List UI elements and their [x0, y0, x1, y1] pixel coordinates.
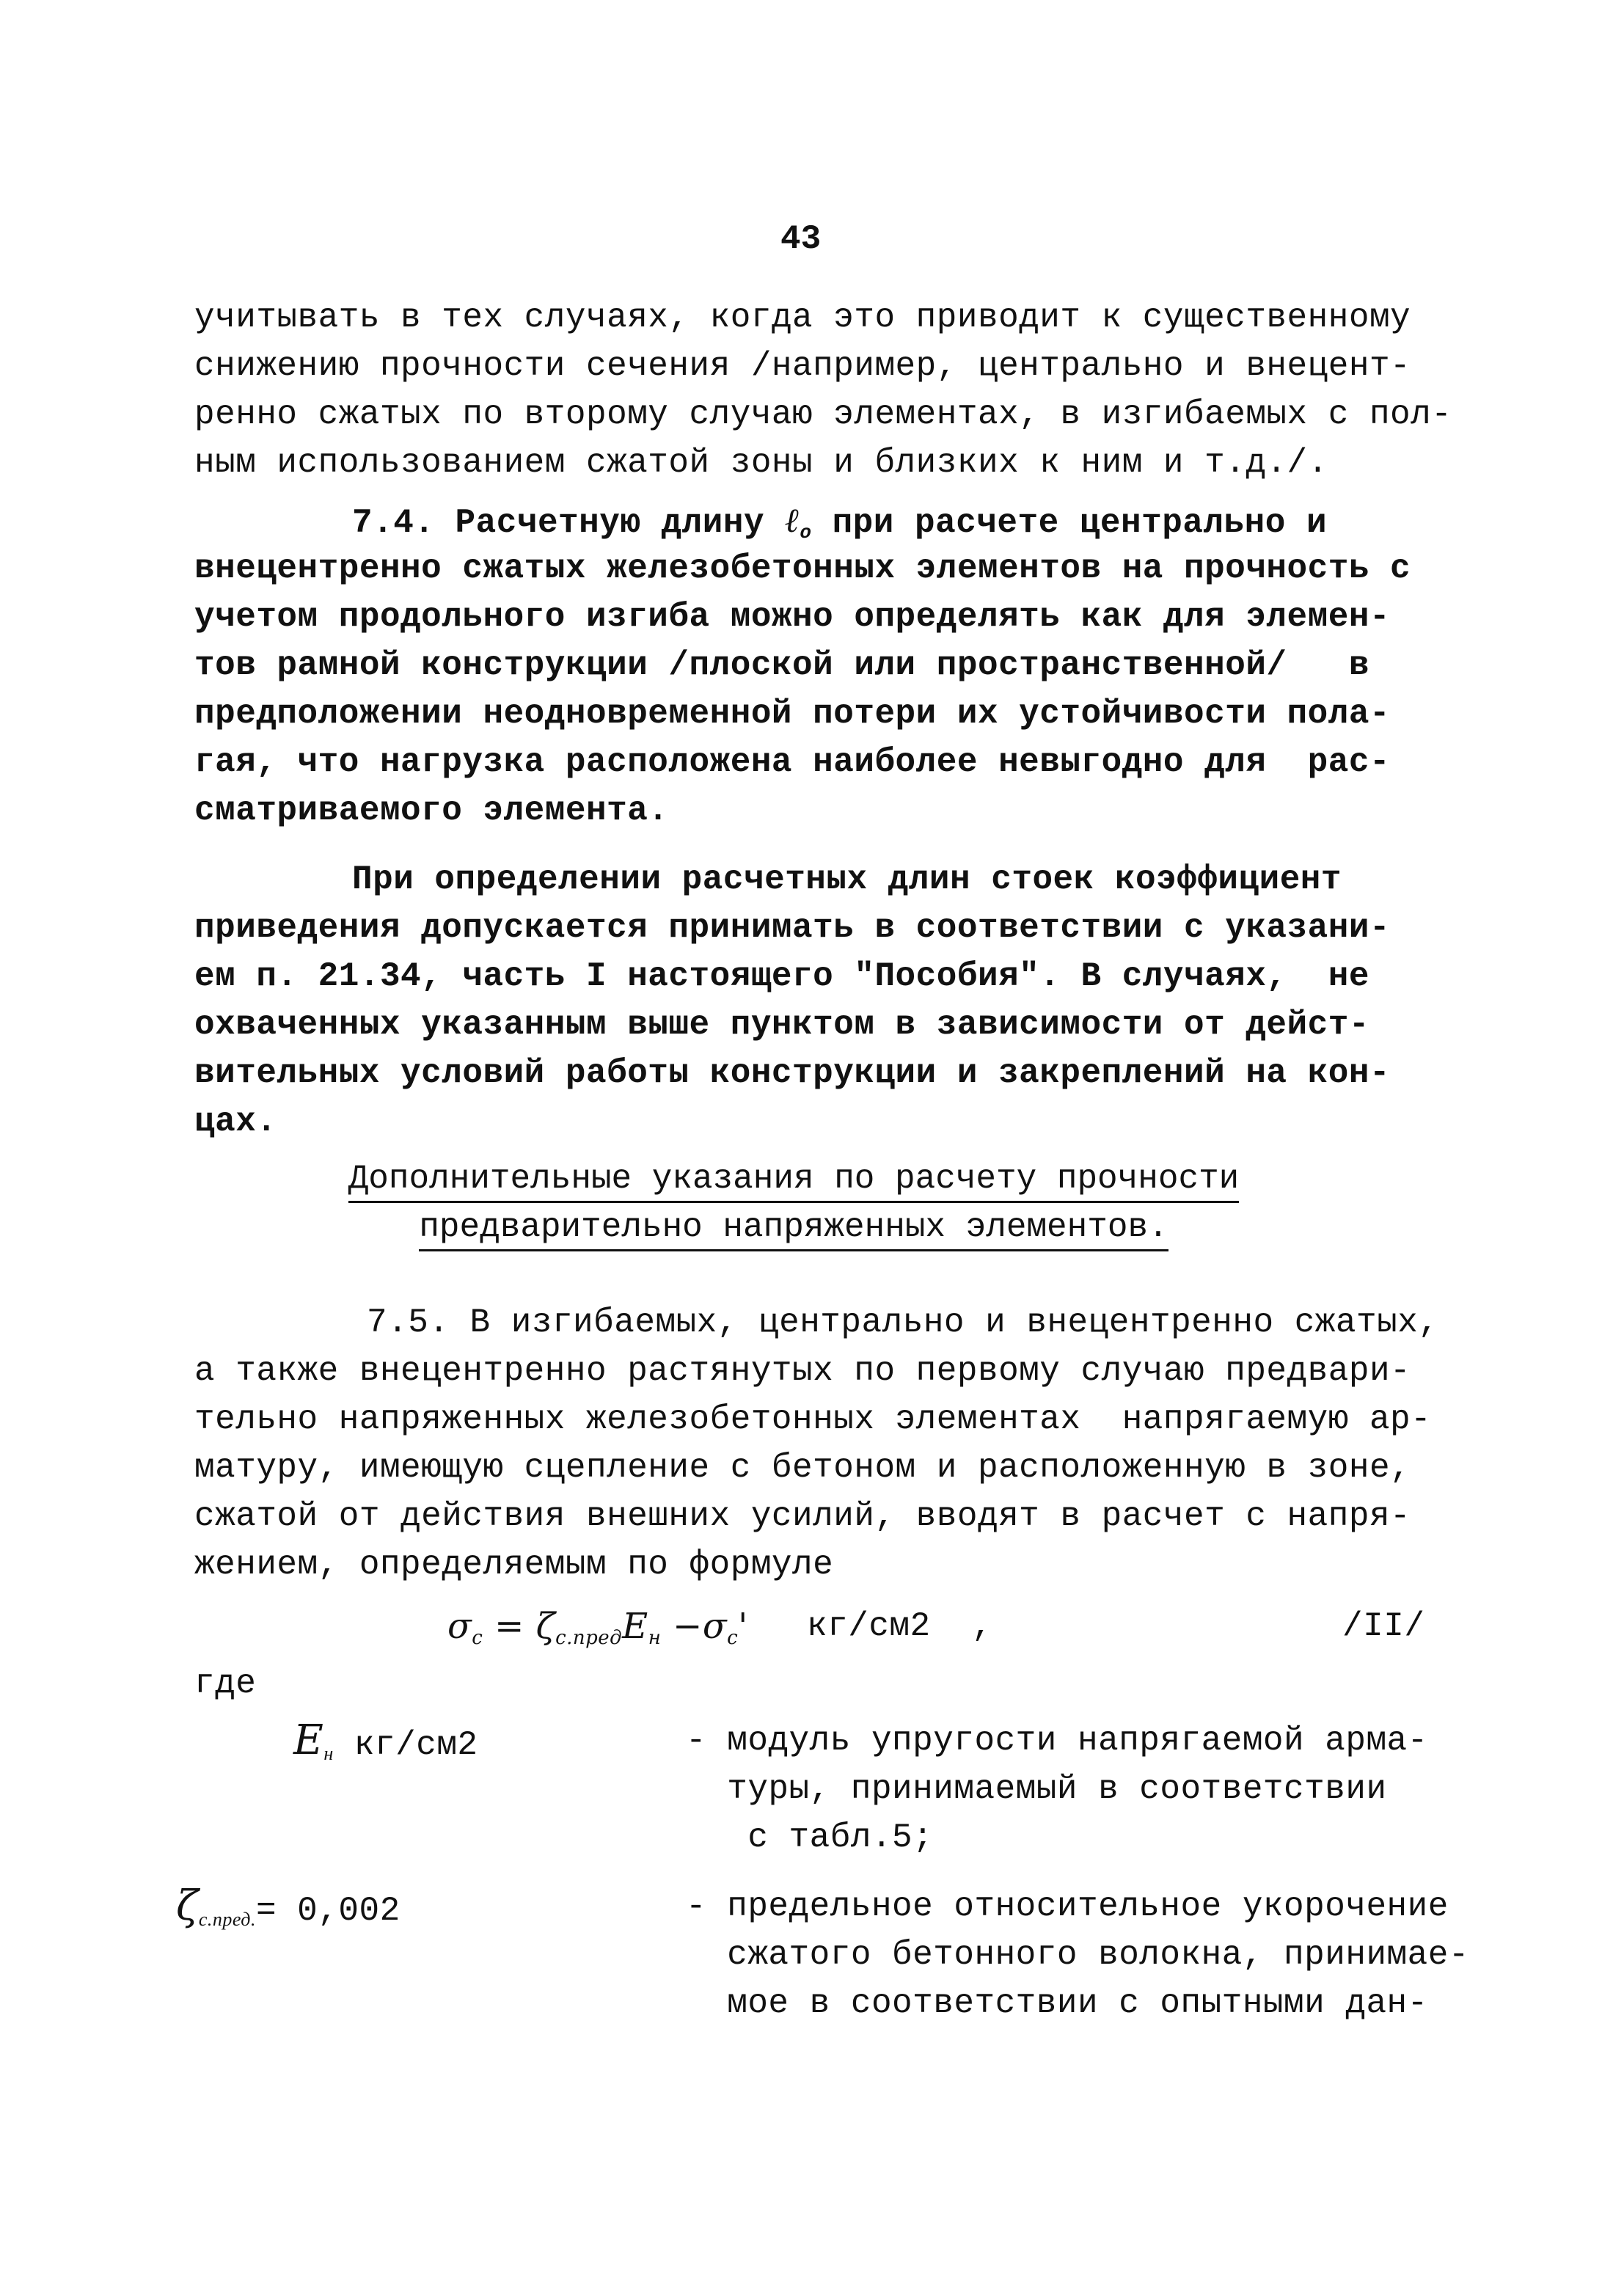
text-fragment: 7.4. Расчетную длину [352, 504, 786, 542]
text-line: тов рамной конструкции /плоской или пространственной/ в [194, 646, 1369, 684]
formula-number: /II/ [1342, 1607, 1425, 1645]
text-line: вительных условий работы конструкции и закреплений на кон- [194, 1054, 1391, 1092]
modulus-symbol: E [622, 1606, 648, 1647]
text-line: ным использованием сжатой зоны и близких к ним и т.д./. [194, 444, 1328, 482]
text-fragment: при расчете центрально и [811, 504, 1328, 542]
text-line: цах. [194, 1103, 277, 1141]
formula-expression [447, 1602, 748, 1662]
definition-text-line: мое в соответствии с опытными дан- [686, 1984, 1428, 2022]
heading-text: Дополнительные указания по расчету прочности [348, 1160, 1240, 1203]
sigma-symbol: σ [447, 1606, 472, 1647]
text-line: предположении неодновременной потери их устойчивости пола- [194, 695, 1391, 733]
text-line: гая, что нагрузка расположена наиболее невыгодно для рас- [194, 743, 1391, 781]
heading-line [0, 1156, 1595, 1202]
definition-text-line: - предельное относительное укорочение [686, 1887, 1449, 1926]
text-line: снижению прочности сечения /например, центрально и внецент- [194, 347, 1411, 385]
text-line: При определении расчетных длин стоек коэффициент [352, 860, 1342, 899]
term-value: = 0,002 [255, 1892, 400, 1930]
sigma2-subscript: c [727, 1627, 739, 1649]
heading-line [0, 1204, 1595, 1250]
definition-term [293, 1716, 478, 1778]
page-number: 43 [780, 220, 822, 258]
text-line: учетом продольного изгиба можно определять как для элемен- [194, 598, 1391, 636]
definition-text-line: сжатого бетонного волокна, принимае- [686, 1936, 1469, 1974]
text-line: ем п. 21.34, часть I настоящего "Пособия". В случаях, не [194, 957, 1369, 995]
heading-text: предварительно напряженных элементов. [419, 1208, 1168, 1251]
definition-text-line: с табл.5; [686, 1818, 934, 1857]
definition-text-line: туры, принимаемый в соответствии [686, 1770, 1387, 1808]
text-line: ренно сжатых по второму случаю элементах, в изгибаемых с пол- [194, 395, 1452, 434]
minus-sigma: −σ [661, 1606, 728, 1647]
text-line: сматриваемого элемента. [194, 791, 669, 830]
length-symbol-subscript: o [800, 522, 812, 544]
text-line: матуру, имеющую сцепление с бетоном и расположенную в зоне, [194, 1449, 1411, 1487]
equals-sign: = [483, 1606, 536, 1647]
sigma-subscript: c [472, 1627, 483, 1649]
text-line: а также внецентренно растянутых по первому случаю предвари- [194, 1352, 1411, 1390]
zeta-subscript: с.пред [555, 1627, 623, 1649]
prime-mark: ' [738, 1606, 748, 1647]
text-line: жением, определяемым по формуле [194, 1546, 834, 1584]
modulus-symbol: E [293, 1716, 324, 1764]
term-units: кг/см2 [333, 1726, 478, 1764]
text-line: учитывать в тех случаях, когда это приводит к существенному [194, 299, 1411, 337]
formula-units: кг/см2 , [807, 1607, 992, 1645]
where-label: где [194, 1664, 257, 1703]
text-line: охваченных указанным выше пунктом в зависимости от дейст- [194, 1006, 1369, 1044]
definition-text-line: - модуль упругости напрягаемой арма- [686, 1722, 1428, 1760]
definition-term [176, 1882, 400, 1944]
modulus-subscript: н [323, 1743, 334, 1764]
modulus-subscript: н [648, 1627, 662, 1649]
text-line: тельно напряженных железобетонных элементах напрягаемую ар- [194, 1400, 1432, 1438]
text-line: сжатой от действия внешних усилий, вводят в расчет с напря- [194, 1497, 1411, 1535]
zeta-symbol: ζ [176, 1882, 199, 1930]
zeta-symbol: ζ [535, 1606, 556, 1647]
length-symbol: ℓ [785, 500, 800, 540]
text-line: 7.5. В изгибаемых, центрально и внецентренно сжатых, [367, 1304, 1439, 1342]
text-line: приведения допускается принимать в соответствии с указани- [194, 909, 1391, 947]
text-line: внецентренно сжатых железобетонных элементов на прочность с [194, 549, 1411, 588]
zeta-subscript: с.пред. [198, 1909, 256, 1930]
